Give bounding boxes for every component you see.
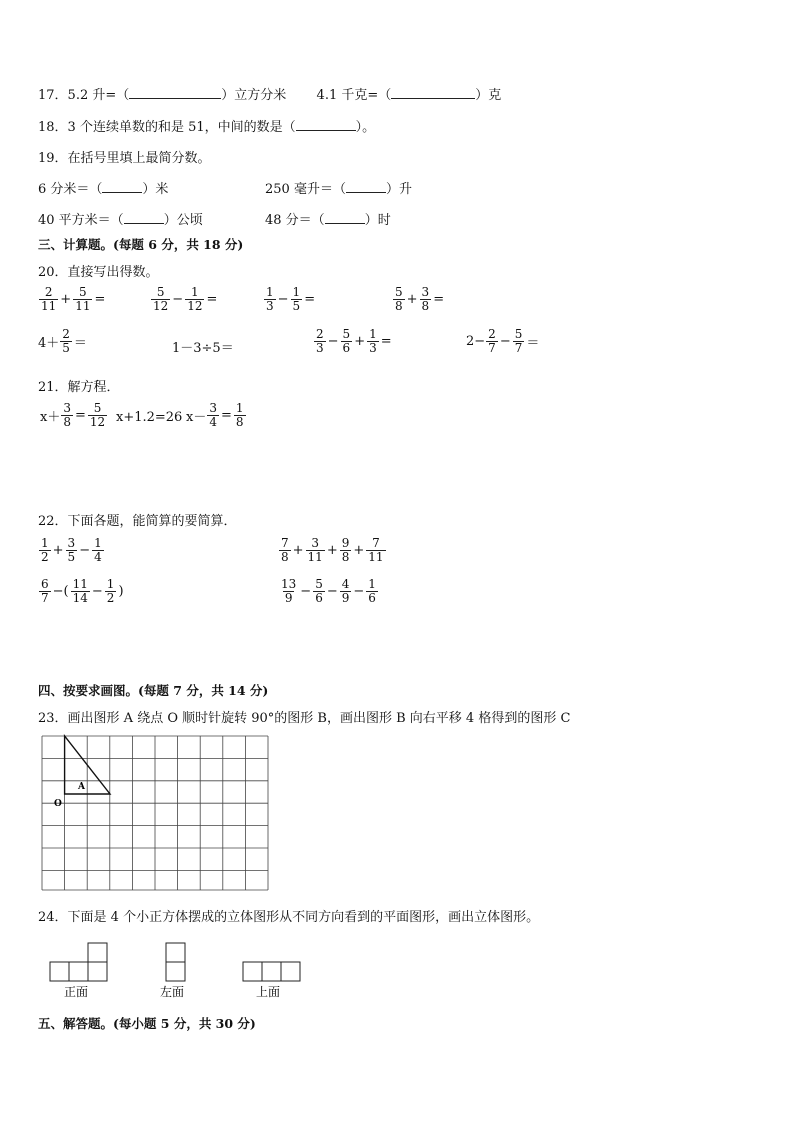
top-view-label: 上面: [256, 985, 281, 999]
front-view-label: 正面: [64, 985, 89, 999]
section-4-heading: 四、按要求画图。(每题 7 分，共 14 分): [38, 683, 269, 698]
fraction: $\frac{2}{3}$: [316, 327, 324, 355]
fraction: $\frac{1}{12}$: [187, 285, 203, 313]
q17-part2-prefix: 4.1 千克=（: [316, 88, 392, 103]
q17-part2-suffix: ）克: [475, 88, 502, 103]
fraction: $\frac{3}{5}$: [67, 536, 76, 564]
label-o: O: [54, 799, 62, 809]
fraction: $\frac{5}{12}$: [89, 401, 106, 429]
q19-item-3-suffix: ）公顷: [163, 213, 203, 228]
q19-item-4-prefix: 48 分＝（: [265, 213, 325, 228]
fraction: $\frac{1}{3}$: [266, 285, 274, 313]
fraction: $\frac{1}{2}$: [41, 536, 49, 564]
q17-part1-suffix: ）立方分米: [221, 88, 287, 103]
left-view: [166, 943, 185, 981]
q24-views: [40, 938, 320, 1002]
answer-blank[interactable]: [391, 86, 475, 99]
fraction: $\frac{5}{7}$: [514, 327, 523, 355]
fraction: $\frac{3}{11}$: [307, 536, 323, 564]
section-5-heading: 五、解答题。(每小题 5 分，共 30 分): [38, 1016, 256, 1031]
q22-expr-4: $\frac{13}{9}$ − $\frac{5}{6}$ − $\frac{4}{9}$ − $\frac{1}{6}$: [281, 577, 376, 605]
fraction: $\frac{1}{6}$: [368, 577, 376, 605]
q23-title: 23．画出图形 A 绕点 O 顺时针旋转 90°的图形 B，画出图形 B 向右平移 4 格得到的图形 C: [38, 711, 571, 726]
answer-blank[interactable]: [296, 118, 356, 131]
q20-expr-5: 4＋ $\frac{2}{5}$ ＝: [38, 327, 87, 355]
fraction: $\frac{4}{9}$: [341, 577, 350, 605]
q19-item-3: [38, 209, 203, 228]
answer-blank[interactable]: [346, 180, 386, 193]
q20-expr-4: $\frac{5}{8}$ + $\frac{3}{8}$ =: [395, 285, 445, 313]
q18-line: [38, 116, 375, 135]
q19-item-2-suffix: ）升: [385, 182, 412, 197]
q19-title: 19．在括号里填上最简分数。: [38, 151, 211, 166]
answer-blank[interactable]: [102, 180, 142, 193]
fraction: $\frac{5}{8}$: [395, 285, 403, 313]
q22-title: 22．下面各题，能简算的要简算．: [38, 514, 237, 529]
q23-grid[interactable]: [40, 734, 270, 894]
left-view-label: 左面: [160, 985, 185, 999]
fraction: $\frac{3}{8}$: [421, 285, 430, 313]
fraction: $\frac{2}{7}$: [488, 327, 496, 355]
grid-lines: [42, 736, 268, 890]
q19-item-4: [265, 209, 391, 228]
q18-suffix: ）。: [355, 120, 376, 135]
top-view: [243, 962, 300, 981]
fraction: $\frac{2}{11}$: [41, 285, 57, 313]
fraction: $\frac{3}{4}$: [209, 401, 217, 429]
answer-blank[interactable]: [129, 86, 221, 99]
q17-part1-prefix: 17．5.2 升=（: [38, 88, 130, 103]
fraction: $\frac{7}{11}$: [368, 536, 384, 564]
q20-expr-3: $\frac{1}{3}$ − $\frac{1}{5}$ =: [266, 285, 316, 313]
q19-item-1: [38, 178, 168, 197]
q19-item-4-suffix: ）时: [364, 213, 391, 228]
front-view: [50, 943, 107, 981]
q19-item-1-suffix: ）米: [142, 182, 169, 197]
q20-expr-6: 1－3÷5＝: [172, 341, 234, 356]
fraction: $\frac{1}{2}$: [106, 577, 115, 605]
q21-title: 21．解方程．: [38, 380, 120, 395]
fraction: $\frac{5}{12}$: [153, 285, 169, 313]
q17-line: [38, 84, 501, 103]
q22-expr-2: $\frac{7}{8}$ + $\frac{3}{11}$ + $\frac{9}{8}$ + $\frac{7}{11}$: [281, 536, 384, 564]
fraction: $\frac{1}{4}$: [94, 536, 102, 564]
q20-expr-1: $\frac{2}{11}$ + $\frac{5}{11}$ =: [41, 285, 106, 313]
fraction: $\frac{13}{9}$: [281, 577, 297, 605]
q24-title: 24．下面是 4 个小正方体摆成的立体图形从不同方向看到的平面图形，画出立体图形。: [38, 910, 540, 925]
fraction: $\frac{9}{8}$: [341, 536, 350, 564]
fraction: $\frac{5}{11}$: [75, 285, 91, 313]
q22-expr-3: $\frac{6}{7}$ −( $\frac{11}{14}$ − $\frac{1}{2}$ ): [41, 577, 124, 605]
fraction: $\frac{2}{5}$: [62, 327, 70, 355]
q22-expr-1: $\frac{1}{2}$ + $\frac{3}{5}$ − $\frac{1}{4}$: [41, 536, 102, 564]
fraction: $\frac{5}{6}$: [315, 577, 323, 605]
fraction: $\frac{11}{14}$: [72, 577, 88, 605]
section-3-heading: 三、计算题。(每题 6 分，共 18 分): [38, 237, 244, 252]
q21-equation-3: x－ $\frac{3}{4}$ = $\frac{1}{8}$: [186, 401, 244, 429]
q20-expr-7: $\frac{2}{3}$ − $\frac{5}{6}$ + $\frac{1}{3}$ =: [316, 327, 392, 355]
q19-item-3-prefix: 40 平方米＝（: [38, 213, 124, 228]
answer-blank[interactable]: [325, 211, 365, 224]
fraction: $\frac{1}{8}$: [235, 401, 244, 429]
q18-prefix: 18．3 个连续单数的和是 51，中间的数是（: [38, 120, 296, 135]
fraction: $\frac{1}{3}$: [369, 327, 377, 355]
q19-item-2: [265, 178, 412, 197]
fraction: $\frac{7}{8}$: [281, 536, 289, 564]
fraction: $\frac{3}{8}$: [63, 401, 71, 429]
q20-expr-2: $\frac{5}{12}$ − $\frac{1}{12}$ =: [153, 285, 218, 313]
q19-item-1-prefix: 6 分米＝（: [38, 182, 103, 197]
fraction: $\frac{6}{7}$: [41, 577, 49, 605]
q19-item-2-prefix: 250 毫升＝（: [265, 182, 346, 197]
q21-equation-1: x＋ $\frac{3}{8}$ = $\frac{5}{12}$: [40, 401, 106, 429]
label-a: A: [78, 782, 85, 792]
q20-title: 20．直接写出得数。: [38, 265, 159, 280]
fraction: $\frac{1}{5}$: [292, 285, 301, 313]
q21-equation-2: x+1.2=26: [116, 410, 183, 425]
answer-blank[interactable]: [124, 211, 164, 224]
fraction: $\frac{5}{6}$: [342, 327, 351, 355]
q20-expr-8: 2− $\frac{2}{7}$ − $\frac{5}{7}$ ＝: [466, 327, 540, 355]
